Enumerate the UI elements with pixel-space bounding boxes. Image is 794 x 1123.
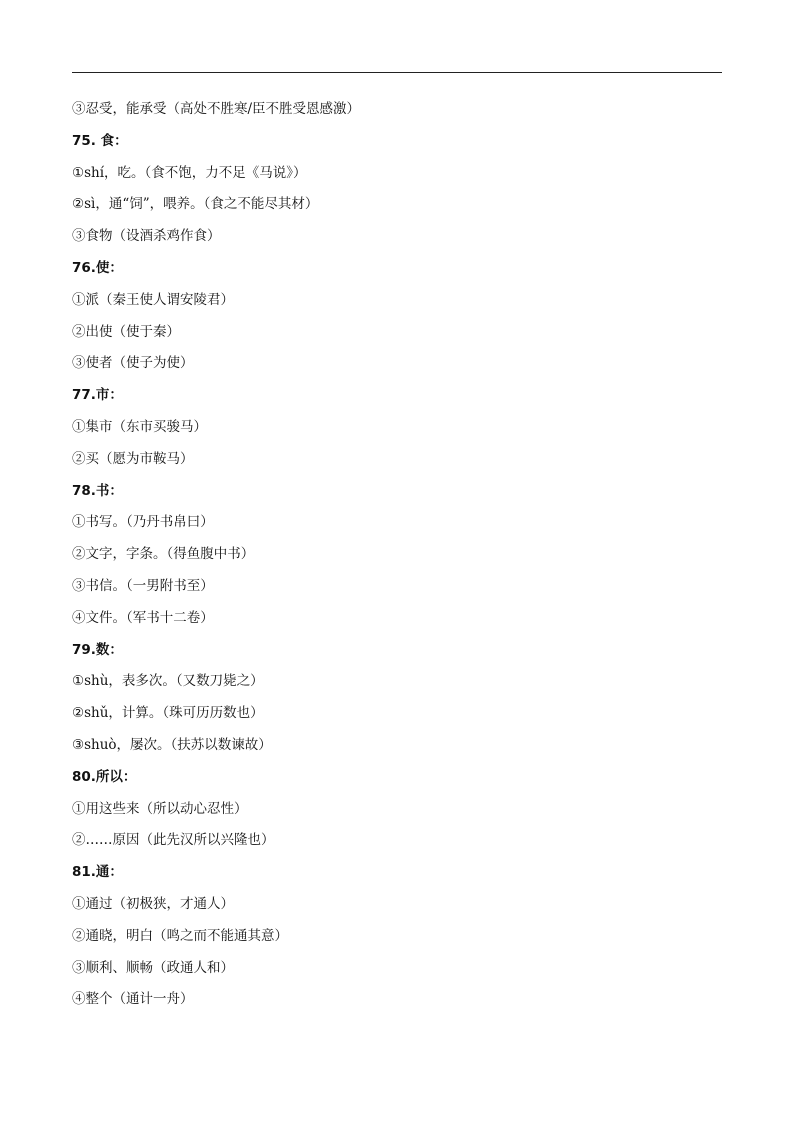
definition-line: ①集市（东市买骏马） <box>72 418 207 435</box>
definition-line: ①shí，吃。（食不饱，力不足《马说》） <box>72 164 307 181</box>
definition-line: ③书信。（一男附书至） <box>72 577 214 594</box>
document-body <box>72 99 722 1021</box>
definition-line: ②出使（使于秦） <box>72 323 180 340</box>
definition-line: ②……原因（此先汉所以兴隆也） <box>72 832 275 849</box>
definition-line: ①用这些来（所以动心忍性） <box>72 800 248 817</box>
entry-heading: 75. 食： <box>72 132 128 149</box>
definition-line: ④文件。（军书十二卷） <box>72 609 214 626</box>
definition-line: ③shuò，屡次。（扶苏以数谏故） <box>72 736 272 753</box>
definition-line: ①派（秦王使人谓安陵君） <box>72 291 234 308</box>
definition-line: ②sì，通“饲”，喂养。（食之不能尽其材） <box>72 196 319 213</box>
header-rule <box>72 72 722 73</box>
definition-line: ③食物（设酒杀鸡作食） <box>72 228 221 245</box>
definition-line: ②通晓，明白（鸣之而不能通其意） <box>72 927 288 944</box>
definition-line: ①通过（初极狭，才通人） <box>72 895 234 912</box>
definition-line: ①书写。（乃丹书帛曰） <box>72 514 214 531</box>
entry-heading: 77.市： <box>72 387 123 404</box>
definition-line: ③顺利、顺畅（政通人和） <box>72 959 234 976</box>
definition-line: ②文字，字条。（得鱼腹中书） <box>72 546 255 563</box>
definition-line: ②买（愿为市鞍马） <box>72 450 194 467</box>
definition-line: ①shù，表多次。（又数刀毙之） <box>72 673 264 690</box>
definition-line: ④整个（通计一舟） <box>72 991 194 1008</box>
entry-heading: 81.通： <box>72 864 123 881</box>
definition-line: ③使者（使子为使） <box>72 355 194 372</box>
definition-line: ②shǔ，计算。（珠可历历数也） <box>72 705 264 722</box>
entry-heading: 80.所以： <box>72 768 137 785</box>
entry-heading: 78.书： <box>72 482 123 499</box>
entry-heading: 76.使： <box>72 259 123 276</box>
entry-heading: 79.数： <box>72 641 123 658</box>
definition-line: ③忍受，能承受（高处不胜寒/臣不胜受恩感激） <box>72 101 361 117</box>
